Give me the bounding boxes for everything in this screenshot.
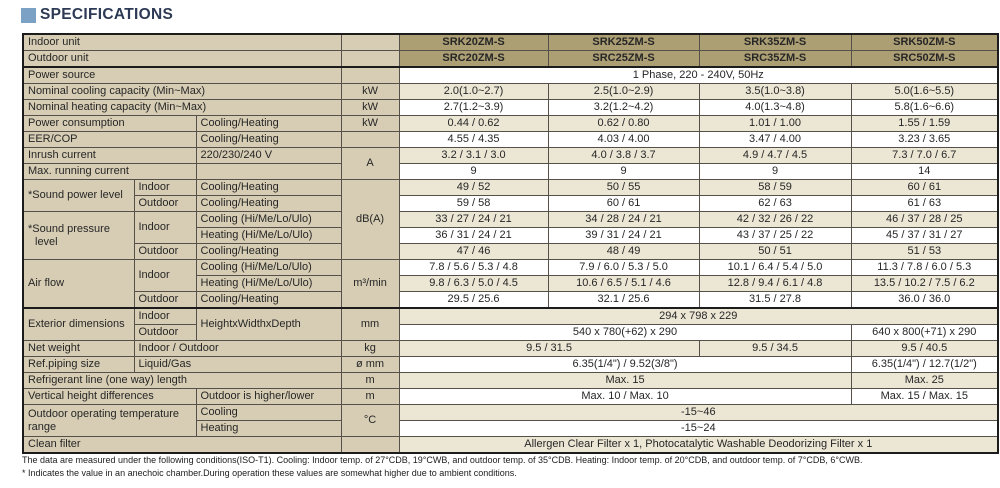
- row-eer-cop: [23, 132, 998, 148]
- unit-cell: mm: [341, 308, 399, 341]
- spec-value: 3.2 / 3.1 / 3.0: [399, 148, 548, 164]
- unit-cell: ø mm: [341, 357, 399, 373]
- spec-value: 42 / 32 / 26 / 22: [699, 212, 851, 228]
- row-sublabel: Indoor: [134, 212, 196, 244]
- spec-value: 5.0(1.6~5.5): [851, 84, 998, 100]
- spec-value: 48 / 49: [548, 244, 699, 260]
- row-sublabel: HeightxWidthxDepth: [196, 308, 341, 341]
- spec-value: 540 x 780(+62) x 290: [399, 325, 851, 341]
- spec-value: -15~24: [399, 421, 998, 437]
- row-sublabel: Heating (Hi/Me/Lo/Ulo): [196, 276, 341, 292]
- spec-value: 36.0 / 36.0: [851, 292, 998, 309]
- spec-value: 4.0(1.3~4.8): [699, 100, 851, 116]
- spec-value: 10.1 / 6.4 / 5.4 / 5.0: [699, 260, 851, 276]
- row-sublabel: Heating: [196, 421, 341, 437]
- spec-value: 1 Phase, 220 - 240V, 50Hz: [399, 67, 998, 84]
- spec-value: 36 / 31 / 24 / 21: [399, 228, 548, 244]
- spec-value: -15~46: [399, 405, 998, 421]
- title-bullet-square: [21, 8, 36, 23]
- row-exterior-outdoor: [23, 325, 998, 341]
- spec-value: 1.01 / 1.00: [699, 116, 851, 132]
- row-power-source: [23, 67, 998, 84]
- spec-value: 14: [851, 164, 998, 180]
- model-header: SRK25ZM-S: [548, 34, 699, 51]
- spec-value: 51 / 53: [851, 244, 998, 260]
- row-label: Power source: [23, 67, 341, 84]
- row-cooling-capacity: [23, 84, 998, 100]
- row-sublabel: Outdoor: [134, 292, 196, 309]
- spec-value: 9: [399, 164, 548, 180]
- unit-cell: kg: [341, 341, 399, 357]
- spec-value: 0.44 / 0.62: [399, 116, 548, 132]
- row-sublabel: Cooling (Hi/Me/Lo/Ulo): [196, 212, 341, 228]
- spec-value: 4.03 / 4.00: [548, 132, 699, 148]
- spec-value: 0.62 / 0.80: [548, 116, 699, 132]
- spec-value: 3.47 / 4.00: [699, 132, 851, 148]
- unit-cell: m: [341, 389, 399, 405]
- spec-value: 9.5 / 34.5: [699, 341, 851, 357]
- unit-cell: [341, 437, 399, 454]
- unit-cell: [341, 67, 399, 84]
- spec-value: 47 / 46: [399, 244, 548, 260]
- row-refrigerant-line: [23, 373, 998, 389]
- spec-value: 7.9 / 6.0 / 5.3 / 5.0: [548, 260, 699, 276]
- spec-value: 9.8 / 6.3 / 5.0 / 4.5: [399, 276, 548, 292]
- row-sublabel: Cooling/Heating: [196, 180, 341, 196]
- row-label: Power consumption: [23, 116, 196, 132]
- spec-value: 9: [699, 164, 851, 180]
- footnotes: [22, 454, 982, 480]
- row-sublabel: Cooling (Hi/Me/Lo/Ulo): [196, 260, 341, 276]
- spec-value: 50 / 55: [548, 180, 699, 196]
- spec-value: Max. 25: [851, 373, 998, 389]
- row-sublabel: Cooling/Heating: [196, 132, 341, 148]
- spec-value: 10.6 / 6.5 / 5.1 / 4.6: [548, 276, 699, 292]
- row-sublabel: [196, 164, 341, 180]
- row-sublabel: Indoor: [134, 260, 196, 292]
- model-header: SRC25ZM-S: [548, 51, 699, 68]
- row-sublabel: Cooling/Heating: [196, 196, 341, 212]
- row-label: *Sound pressure level: [23, 212, 134, 260]
- spec-value: 9.5 / 40.5: [851, 341, 998, 357]
- model-header: SRK35ZM-S: [699, 34, 851, 51]
- row-label: Clean filter: [23, 437, 341, 454]
- unit-cell: [341, 132, 399, 148]
- row-sublabel: Heating (Hi/Me/Lo/Ulo): [196, 228, 341, 244]
- row-indoor-unit: [23, 34, 998, 51]
- spec-value: 43 / 37 / 25 / 22: [699, 228, 851, 244]
- spec-value: 6.35(1/4") / 12.7(1/2"): [851, 357, 998, 373]
- spec-value: 2.5(1.0~2.9): [548, 84, 699, 100]
- specifications-table: [22, 33, 999, 454]
- row-label: Inrush current: [23, 148, 196, 164]
- spec-value: 2.7(1.2~3.9): [399, 100, 548, 116]
- unit-cell: m³/min: [341, 260, 399, 309]
- row-sublabel: Indoor: [134, 180, 196, 196]
- page-title: SPECIFICATIONS: [40, 6, 174, 23]
- spec-value: 640 x 800(+71) x 290: [851, 325, 998, 341]
- row-max-running-current: [23, 164, 998, 180]
- spec-value: 9: [548, 164, 699, 180]
- row-sound-power-outdoor: [23, 196, 998, 212]
- spec-value: 5.8(1.6~6.6): [851, 100, 998, 116]
- model-header: SRC20ZM-S: [399, 51, 548, 68]
- row-label: Max. running current: [23, 164, 196, 180]
- row-label: EER/COP: [23, 132, 196, 148]
- unit-cell: [341, 51, 399, 68]
- spec-value: 9.5 / 31.5: [399, 341, 699, 357]
- row-clean-filter: [23, 437, 998, 454]
- spec-value: 6.35(1/4") / 9.52(3/8"): [399, 357, 851, 373]
- row-sublabel: Outdoor: [134, 244, 196, 260]
- row-piping-size: [23, 357, 998, 373]
- spec-value: 45 / 37 / 31 / 27: [851, 228, 998, 244]
- row-sublabel: Outdoor: [134, 325, 196, 341]
- spec-value: 62 / 63: [699, 196, 851, 212]
- spec-value: 4.55 / 4.35: [399, 132, 548, 148]
- row-label: Ref.piping size: [23, 357, 134, 373]
- row-label: Nominal cooling capacity (Min~Max): [23, 84, 341, 100]
- spec-value: Max. 10 / Max. 10: [399, 389, 851, 405]
- unit-cell: A: [341, 148, 399, 180]
- unit-cell: dB(A): [341, 180, 399, 260]
- row-heating-capacity: [23, 100, 998, 116]
- row-net-weight: [23, 341, 998, 357]
- spec-value: 1.55 / 1.59: [851, 116, 998, 132]
- model-header: SRK20ZM-S: [399, 34, 548, 51]
- row-inrush-current: [23, 148, 998, 164]
- row-sublabel: 220/230/240 V: [196, 148, 341, 164]
- spec-value: 11.3 / 7.8 / 6.0 / 5.3: [851, 260, 998, 276]
- row-exterior-indoor: [23, 308, 998, 325]
- row-label: Exterior dimensions: [23, 308, 134, 341]
- row-sublabel: Cooling: [196, 405, 341, 421]
- spec-value: Max. 15: [399, 373, 851, 389]
- spec-value: 3.23 / 3.65: [851, 132, 998, 148]
- spec-value: 39 / 31 / 24 / 21: [548, 228, 699, 244]
- row-operating-range-cooling: [23, 405, 998, 421]
- row-label: Nominal heating capacity (Min~Max): [23, 100, 341, 116]
- spec-value: 34 / 28 / 24 / 21: [548, 212, 699, 228]
- unit-cell: [341, 34, 399, 51]
- row-air-flow-outdoor: [23, 292, 998, 309]
- spec-value: 7.8 / 5.6 / 5.3 / 4.8: [399, 260, 548, 276]
- spec-value: 31.5 / 27.8: [699, 292, 851, 309]
- spec-value: 60 / 61: [548, 196, 699, 212]
- spec-value: 3.2(1.2~4.2): [548, 100, 699, 116]
- spec-value: Max. 15 / Max. 15: [851, 389, 998, 405]
- row-label: Outdoor unit: [23, 51, 341, 68]
- row-power-consumption: [23, 116, 998, 132]
- section-header: [21, 6, 173, 24]
- row-air-flow-cooling: [23, 260, 998, 276]
- spec-value: 33 / 27 / 24 / 21: [399, 212, 548, 228]
- spec-value: 46 / 37 / 28 / 25: [851, 212, 998, 228]
- footnote-anechoic: * Indicates the value in an anechoic chamber.During operation these values are somewhat higher due to ambient conditions.: [22, 468, 517, 478]
- spec-value: 294 x 798 x 229: [399, 308, 998, 325]
- spec-value: 61 / 63: [851, 196, 998, 212]
- row-sublabel: Outdoor is higher/lower: [196, 389, 341, 405]
- spec-value: 29.5 / 25.6: [399, 292, 548, 309]
- model-header: SRC35ZM-S: [699, 51, 851, 68]
- row-label: Indoor unit: [23, 34, 341, 51]
- row-label: Vertical height differences: [23, 389, 196, 405]
- row-sublabel: Outdoor: [134, 196, 196, 212]
- spec-value: 49 / 52: [399, 180, 548, 196]
- row-label: Air flow: [23, 260, 134, 309]
- row-label: Refrigerant line (one way) length: [23, 373, 341, 389]
- spec-value: Allergen Clear Filter x 1, Photocatalytic Washable Deodorizing Filter x 1: [399, 437, 998, 454]
- spec-value: 12.8 / 9.4 / 6.1 / 4.8: [699, 276, 851, 292]
- spec-value: 50 / 51: [699, 244, 851, 260]
- row-label: *Sound power level: [23, 180, 134, 212]
- spec-value: 32.1 / 25.6: [548, 292, 699, 309]
- row-sublabel: Liquid/Gas: [134, 357, 341, 373]
- model-header: SRC50ZM-S: [851, 51, 998, 68]
- spec-value: 60 / 61: [851, 180, 998, 196]
- model-header: SRK50ZM-S: [851, 34, 998, 51]
- row-sound-pressure-outdoor: [23, 244, 998, 260]
- spec-value: 2.0(1.0~2.7): [399, 84, 548, 100]
- row-outdoor-unit: [23, 51, 998, 68]
- row-label: Net weight: [23, 341, 134, 357]
- unit-cell: °C: [341, 405, 399, 437]
- spec-value: 4.0 / 3.8 / 3.7: [548, 148, 699, 164]
- row-label: Outdoor operating temperature range: [23, 405, 196, 437]
- spec-value: 7.3 / 7.0 / 6.7: [851, 148, 998, 164]
- unit-cell: m: [341, 373, 399, 389]
- unit-cell: kW: [341, 100, 399, 116]
- row-height-difference: [23, 389, 998, 405]
- row-sound-power-indoor: [23, 180, 998, 196]
- row-sublabel: Indoor: [134, 308, 196, 325]
- spec-value: 4.9 / 4.7 / 4.5: [699, 148, 851, 164]
- row-sublabel: Cooling/Heating: [196, 244, 341, 260]
- row-sublabel: Indoor / Outdoor: [134, 341, 341, 357]
- row-sublabel: Cooling/Heating: [196, 116, 341, 132]
- unit-cell: kW: [341, 84, 399, 100]
- spec-value: 13.5 / 10.2 / 7.5 / 6.2: [851, 276, 998, 292]
- spec-value: 59 / 58: [399, 196, 548, 212]
- spec-value: 58 / 59: [699, 180, 851, 196]
- footnote-conditions: The data are measured under the following conditions(ISO-T1). Cooling: Indoor temp. of 27°CDB, 19°CWB, and outdoor temp. of 35°CDB. Heating: Indoor temp. of 20°CDB, and outdoor temp. of 7°CDB, 6°CWB.: [22, 455, 863, 465]
- row-sound-pressure-cooling: [23, 212, 998, 228]
- unit-cell: kW: [341, 116, 399, 132]
- row-sublabel: Cooling/Heating: [196, 292, 341, 309]
- spec-value: 3.5(1.0~3.8): [699, 84, 851, 100]
